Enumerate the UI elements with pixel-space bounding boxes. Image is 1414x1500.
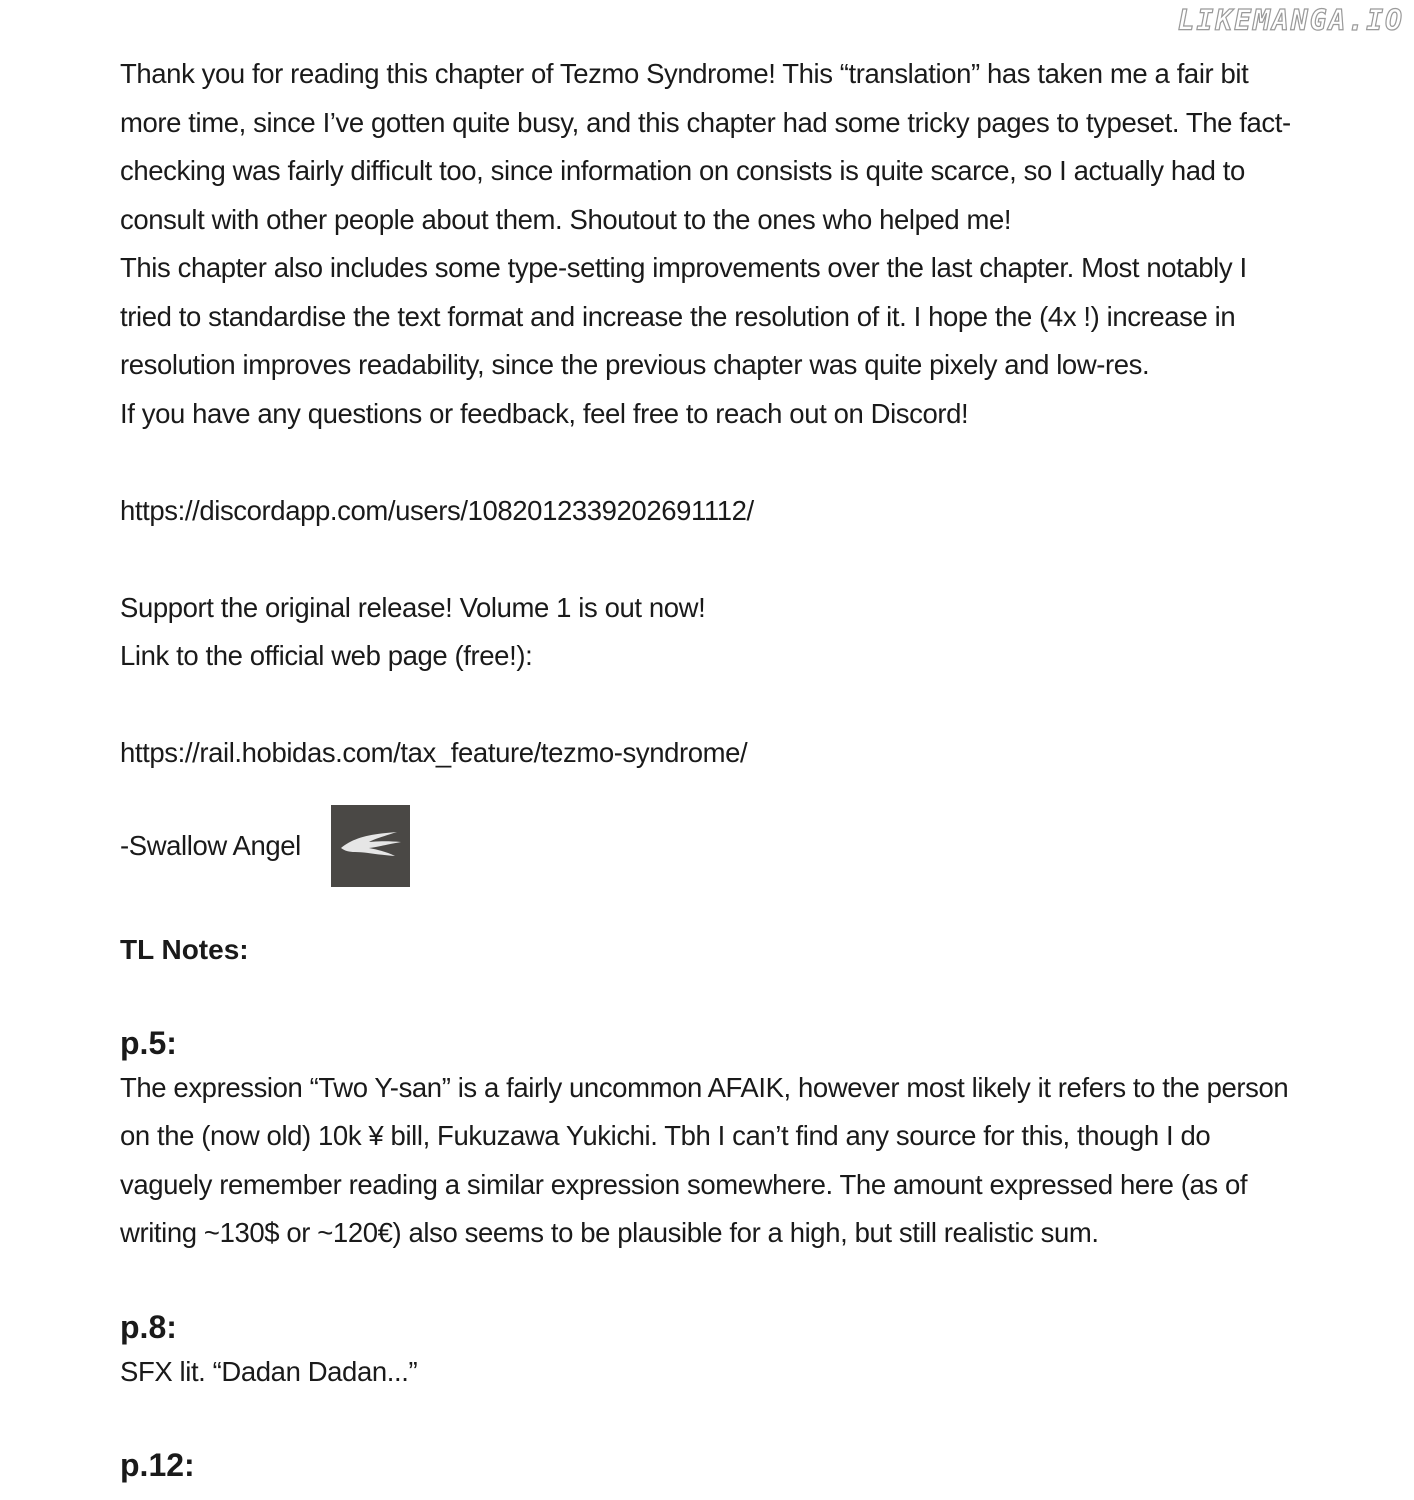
note-page-heading: p.8:: [120, 1308, 177, 1345]
intro-paragraph-feedback: If you have any questions or feedback, feel free to reach out on Discord!: [120, 397, 969, 429]
translator-notes-page: [120, 50, 1305, 1486]
note-text: The expression “Two Y-san” is a fairly uncommon AFAIK, however most likely it refers to the person on the (now old) 10k ¥ bill, Fukuzawa Yukichi. Tbh I can’t find any source for this, though I do vaguely remember reading a similar expression somewhere. The amount expressed here (as of writing ~130$ or ~120€) also seems to be plausible for a high, but still realistic sum.: [120, 1071, 1289, 1248]
site-watermark: LIKEMANGA.IO: [1177, 4, 1404, 37]
intro-paragraph-typesetting: This chapter also includes some type-setting improvements over the last chapter. Most notably I tried to standardise the text format and increase the resolution of it. I hope the (4x !) increase in resolution improves readability, since the previous chapter was quite pixely and low-res.: [120, 252, 1247, 380]
signature-row: [120, 804, 1305, 888]
note-page-heading: p.5:: [120, 1024, 177, 1061]
note-page-heading: p.12:: [120, 1447, 195, 1483]
swallow-logo-icon: [331, 805, 410, 887]
support-line: Support the original release! Volume 1 is out now!: [120, 591, 706, 623]
signature: -Swallow Angel: [120, 829, 301, 861]
note-text: SFX lit. “Dadan Dadan...”: [120, 1355, 418, 1387]
intro-paragraph-thanks: Thank you for reading this chapter of Tezmo Syndrome! This “translation” has taken me a fair bit more time, since I’ve gotten quite busy, and this chapter had some tricky pages to typeset. The fact-checking was fairly difficult too, since information on consists is quite scarce, so I actually had to consult with other people about them. Shoutout to the ones who helped me!: [120, 58, 1291, 235]
tl-notes-heading: TL Notes:: [120, 933, 249, 965]
official-page-label: Link to the official web page (free!):: [120, 640, 533, 671]
official-web-link[interactable]: https://rail.hobidas.com/tax_feature/tezmo-syndrome/: [120, 737, 748, 768]
discord-link[interactable]: https://discordapp.com/users/1082012339202691112/: [120, 494, 754, 526]
